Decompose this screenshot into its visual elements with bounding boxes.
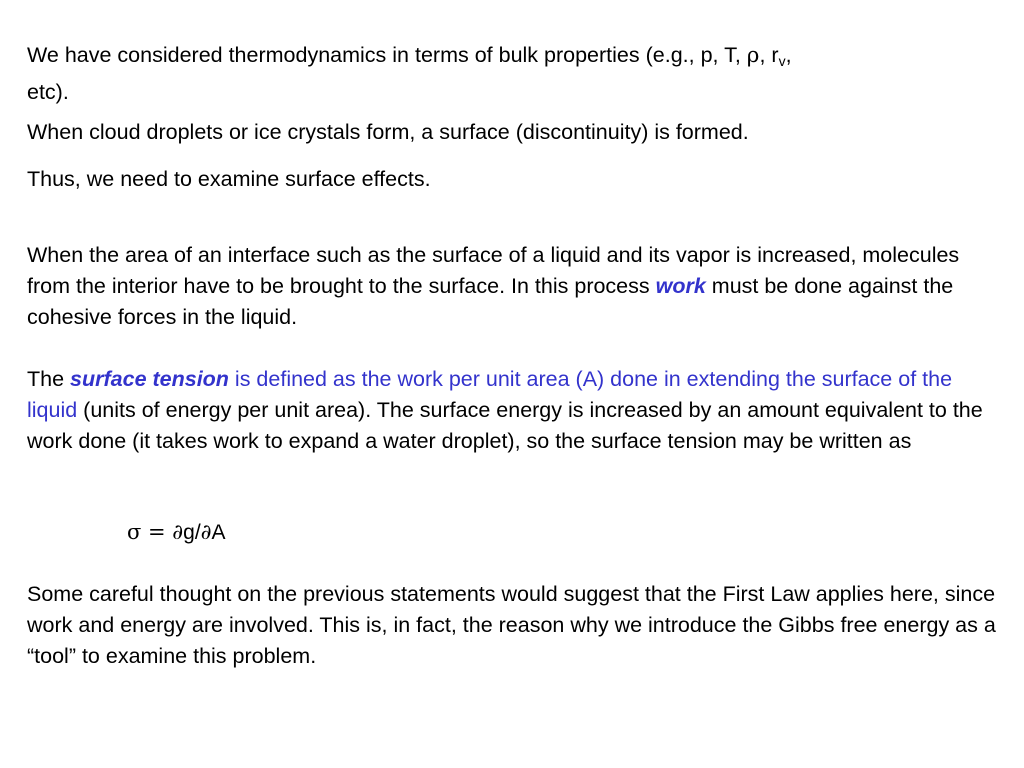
- bulk-properties-statement: [27, 40, 997, 108]
- work-paragraph: [27, 240, 997, 333]
- surface-tension-paragraph: [27, 364, 997, 457]
- g-term: g/: [183, 521, 201, 544]
- a-term: A: [211, 521, 226, 544]
- surface-tension-equation: [127, 517, 226, 548]
- line-end-comma: ,: [785, 43, 792, 67]
- work-paragraph-text: When the area of an interface such as the surface of a liquid and its vapor is increased, molecules from the interior have to be brought to the surface. In this process: [27, 243, 960, 298]
- equals-sign: =: [141, 520, 173, 544]
- v-subscript: v: [778, 53, 786, 69]
- gibbs-conclusion-paragraph: Some careful thought on the previous statements would suggest that the First Law applies here, since work and energy are involved. This is, in fact, the reason why we introduce the Gibbs free energy as a “tool” to examine this problem.: [27, 582, 996, 668]
- work-paragraph-end: must be done against the cohesive forces in the liquid.: [27, 274, 954, 329]
- rho-symbol: ρ: [746, 43, 760, 68]
- sigma-symbol: σ: [127, 520, 142, 544]
- tension-intro: The: [27, 367, 71, 391]
- work-emphasis: work: [655, 274, 706, 298]
- surface-tension-definition: is defined as the work per unit area (A) done in extending the surface of the liquid: [27, 367, 953, 422]
- r-symbol: r: [771, 43, 779, 67]
- surface-tension-emphasis: surface tension: [70, 367, 229, 391]
- surface-effects-statement: Thus, we need to examine surface effects.: [27, 167, 431, 191]
- tension-paragraph-end: (units of energy per unit area). The surface energy is increased by an amount equivalent to the work done (it takes work to expand a water droplet), so the surface tension may be written as: [27, 398, 983, 453]
- partial-symbol-a: ∂: [200, 520, 212, 544]
- etc-text: etc).: [27, 80, 69, 104]
- separator: ,: [759, 43, 772, 67]
- surface-formation-statement: When cloud droplets or ice crystals form, a surface (discontinuity) is formed.: [27, 120, 749, 144]
- bulk-properties-text: We have considered thermodynamics in terms of bulk properties (e.g., p, T,: [27, 43, 747, 67]
- partial-symbol-g: ∂: [172, 520, 184, 544]
